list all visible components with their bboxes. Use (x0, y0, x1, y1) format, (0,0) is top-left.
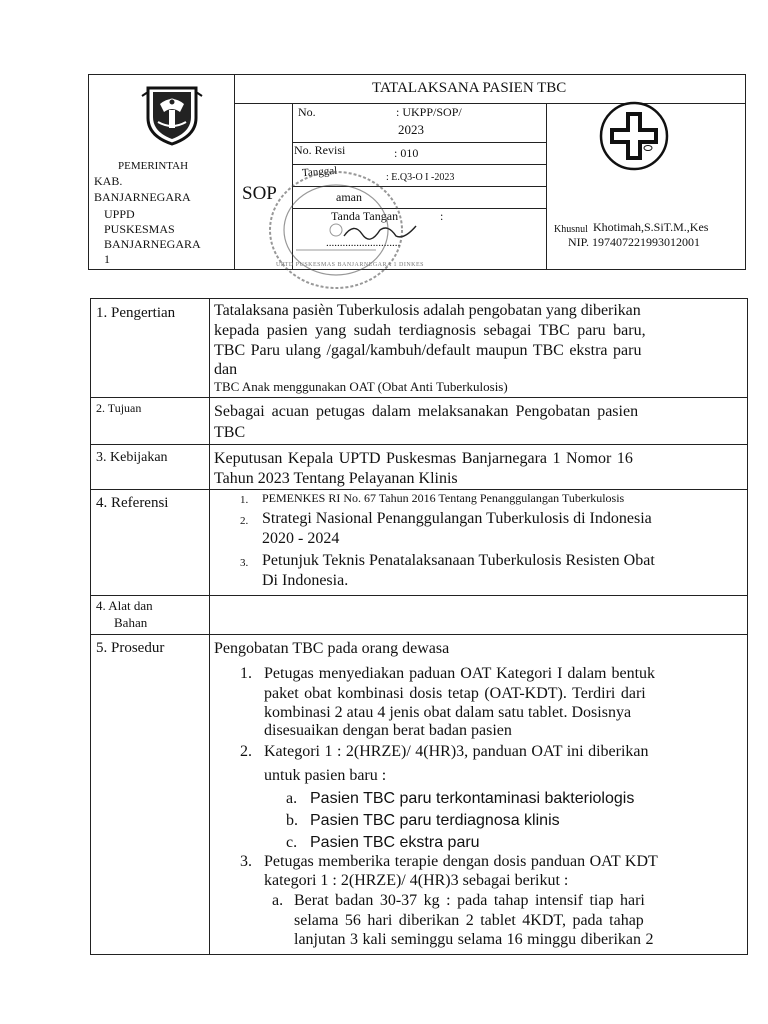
row-divider-prosedur (90, 634, 748, 635)
header-top-border (88, 74, 746, 75)
header-bottom-border (88, 269, 746, 270)
referensi-item-2-line-1: Strategi Nasional Penanggulangan Tuberkulosis di Indonesia (262, 510, 652, 527)
gov-line-1: PEMERINTAH (118, 160, 189, 172)
header-left-border (88, 74, 89, 270)
stamp-text: UPTD PUSKESMAS BANJARNEGARA 1 DINKES (276, 262, 425, 268)
ttd-label: Tanda Tangan (331, 209, 399, 223)
step-3-num: 3. (240, 853, 252, 870)
tanggal-value: : E.Q3-O I -2023 (386, 172, 455, 183)
row-divider-referensi (90, 489, 748, 490)
no-label: No. (298, 105, 316, 119)
pengertian-line-5: TBC Anak menggunakan OAT (Obat Anti Tuberkulosis) (214, 379, 508, 394)
tujuan-line-1: Sebagai acuan petugas dalam melaksanakan Pengobatan pasien (214, 403, 639, 420)
referensi-label: 4. Referensi (96, 495, 169, 511)
kebijakan-label: 3. Kebijakan (96, 450, 168, 465)
no-value-2: 2023 (398, 122, 424, 137)
kebijakan-line-2: Tahun 2023 Tentang Pelayanan Klinis (214, 470, 458, 487)
revisi-label: No. Revisi (294, 143, 346, 157)
pengertian-label: 1. Pengertian (96, 305, 176, 321)
org-line-2: PUSKESMAS (104, 222, 175, 236)
tujuan-line-2: TBC (214, 424, 246, 441)
row-divider-kebijakan (90, 444, 748, 445)
ttd-colon: : (440, 209, 444, 223)
no-value-1: : UKPP/SOP/ (396, 105, 462, 119)
prosedur-intro: Pengobatan TBC pada orang dewasa (214, 640, 450, 657)
gov-line-3: BANJARNEGARA (94, 190, 191, 204)
row-divider-alat (90, 595, 748, 596)
alat-label-line-2: Bahan (114, 615, 148, 630)
org-line-1: UPPD (104, 207, 135, 221)
signer-name: Khotimah,S.SiT.M.,Kes (593, 220, 709, 234)
referensi-item-3-line-2: Di Indonesia. (262, 572, 349, 589)
puskesmas-logo-icon (598, 100, 670, 172)
ttd-dots: ........................... (326, 237, 401, 249)
referensi-item-2-num: 2. (240, 515, 249, 527)
gov-line-2: KAB. (94, 174, 123, 188)
referensi-item-2-line-2: 2020 - 2024 (262, 530, 340, 547)
body-left-border (90, 298, 91, 955)
step-1-line-2: paket obat kombinasi dosis tetap (OAT-KDT). Terdiri dari (264, 685, 646, 702)
tujuan-label: 2. Tujuan (96, 401, 142, 415)
step-2-sub-a: Pasien TBC paru terkontaminasi bakteriologis (310, 790, 635, 807)
halaman-label: aman (336, 190, 362, 204)
step-2-sub-c-num: c. (286, 834, 298, 851)
org-line-4: 1 (104, 252, 110, 266)
referensi-item-1-num: 1. (240, 494, 249, 506)
step-3-sub-a-line-1: Berat badan 30-37 kg : pada tahap intensif tiap hari (294, 892, 645, 909)
pengertian-line-2: kepada pasien yang sudah terdiagnosis sebagai TBC paru baru, (214, 322, 646, 339)
official-stamp-icon (266, 168, 406, 293)
body-bottom-border (90, 954, 748, 955)
step-2-sub-c: Pasien TBC ekstra paru (310, 834, 480, 851)
signer-prefix: Khusnul (554, 224, 588, 235)
kebijakan-line-1: Keputusan Kepala UPTD Puskesmas Banjarnegara 1 Nomor 16 (214, 450, 633, 467)
referensi-item-3-line-1: Petunjuk Teknis Penatalaksanaan Tuberkulosis Resisten Obat (262, 552, 655, 569)
step-1-line-1: Petugas menyediakan paduan OAT Kategori I dalam bentuk (264, 665, 656, 682)
signer-nip: NIP. 197407221993012001 (568, 235, 701, 249)
step-2-sub-b: Pasien TBC paru terdiagnosa klinis (310, 812, 560, 829)
revisi-value: : 010 (394, 146, 419, 160)
step-3-sub-a-num: a. (272, 892, 284, 909)
step-2-sub-b-num: b. (286, 812, 298, 829)
step-2-line-2: untuk pasien baru : (264, 767, 387, 784)
step-3-sub-a-line-2: selama 56 hari diberikan 2 tablet 4KDT, pada tahap (294, 912, 644, 929)
step-2-num: 2. (240, 743, 252, 760)
row-divider-tujuan (90, 397, 748, 398)
step-3-line-2: kategori 1 : 2(HRZE)/ 4(HR)3 sebagai berikut : (264, 872, 569, 889)
step-2-sub-a-num: a. (286, 790, 298, 807)
step-1-num: 1. (240, 665, 252, 682)
step-3-sub-a-line-3: lanjutan 3 kali seminggu selama 16 minggu diberikan 2 (294, 931, 654, 948)
pengertian-line-3: TBC Paru ulang /gagal/kambuh/default maupun TBC ekstra paru (214, 342, 642, 359)
referensi-item-3-num: 3. (240, 557, 249, 569)
step-3-line-1: Petugas memberika terapie dengan dosis panduan OAT KDT (264, 853, 658, 870)
tanggal-label: Tanggal (301, 164, 338, 180)
step-1-line-4: disesuaikan dengan berat badan pasien (264, 722, 512, 739)
pengertian-line-4: dan (214, 361, 238, 378)
sop-label: SOP (242, 183, 277, 204)
signer-divider (546, 103, 547, 269)
pengertian-line-1: Tatalaksana pasièn Tuberkulosis adalah pengobatan yang diberikan (214, 302, 641, 319)
org-line-3: BANJARNEGARA (104, 237, 201, 251)
body-right-border (747, 298, 748, 955)
referensi-item-1: PEMENKES RI No. 67 Tahun 2016 Tentang Penanggulangan Tuberkulosis (262, 491, 625, 505)
body-col-divider (209, 298, 210, 955)
alat-label-line-1: 4. Alat dan (96, 598, 153, 613)
body-top-border (90, 298, 748, 299)
step-1-line-3: kombinasi 2 atau 4 jenis obat dalam satu tablet. Dosisnya (264, 704, 632, 721)
step-2-line-1: Kategori 1 : 2(HRZE)/ 4(HR)3, panduan OAT ini diberikan (264, 743, 649, 760)
regency-logo-icon (140, 82, 204, 146)
document-title: TATALAKSANA PASIEN TBC (372, 80, 567, 96)
prosedur-label: 5. Prosedur (96, 640, 165, 656)
